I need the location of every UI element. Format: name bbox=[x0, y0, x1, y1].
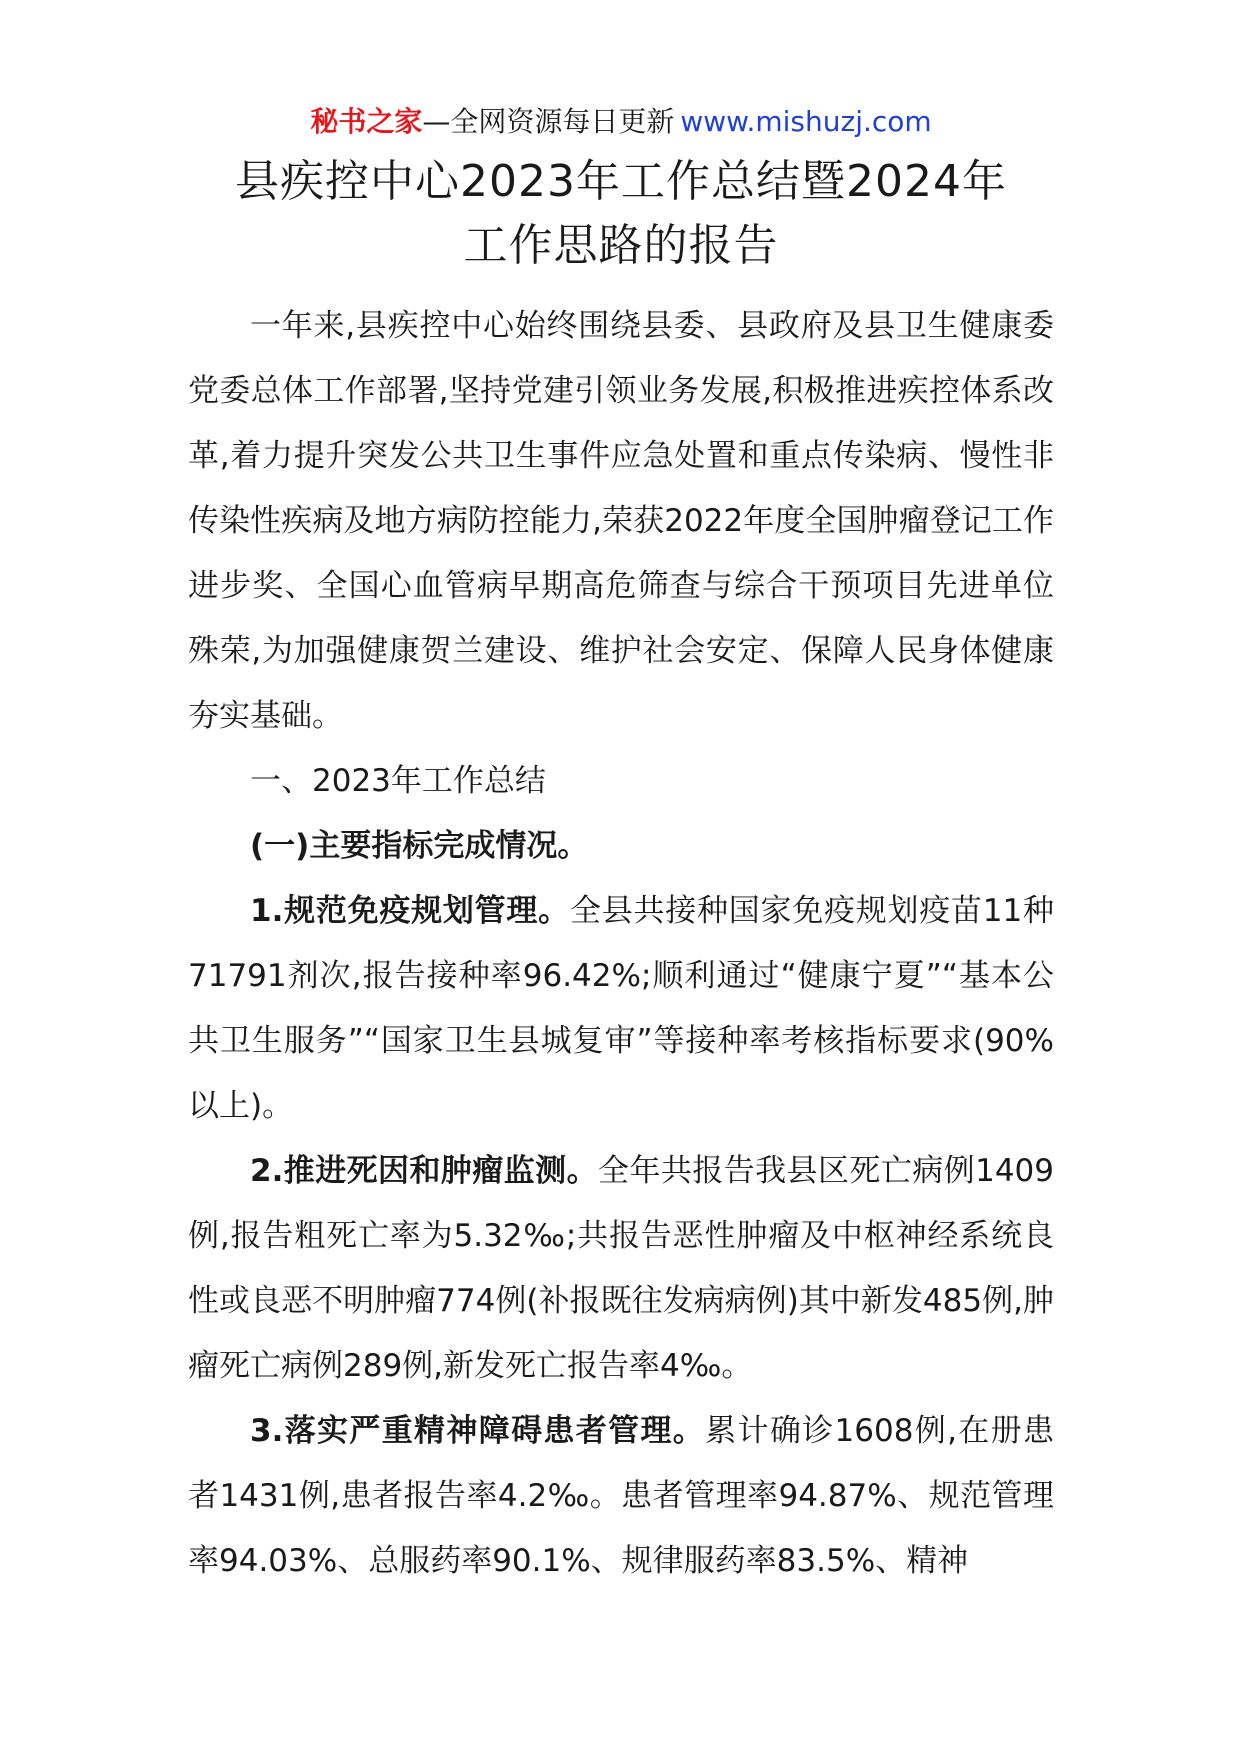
document-title-line-2: 工作思路的报告 bbox=[463, 220, 779, 271]
item-lead: 2.推进死因和肿瘤监测。 bbox=[250, 1153, 599, 1189]
site-header bbox=[188, 102, 1054, 142]
item-lead: 1.规范免疫规划管理。 bbox=[250, 893, 570, 929]
item-lead: 3.落实严重精神障碍患者管理。 bbox=[250, 1413, 706, 1449]
site-url-link[interactable]: www.mishuzj.com bbox=[680, 105, 932, 138]
site-tagline: —全网资源每日更新 bbox=[422, 105, 675, 138]
document-title-line-1: 县疾控中心2023年工作总结暨2024年 bbox=[235, 156, 1007, 207]
document-page bbox=[188, 96, 1054, 1594]
document-title bbox=[188, 150, 1054, 278]
brand-name: 秘书之家 bbox=[310, 105, 423, 138]
intro-paragraph: 一年来,县疾控中心始终围绕县委、县政府及县卫生健康委党委总体工作部署,坚持党建引领业务发展,积极推进疾控体系改革,着力提升突发公共卫生事件应急处置和重点传染病、慢性非传染性疾病及地方病防控能力,荣获2022年度全国肿瘤登记工作进步奖、全国心血管病早期高危筛查与综合干预项目先进单位殊荣,为加强健康贺兰建设、维护社会安定、保障人民身体健康夯实基础。 bbox=[188, 308, 1054, 734]
item-paragraph bbox=[188, 1139, 1054, 1399]
item-text: 全年共报告我县区死亡病例1409例,报告粗死亡率为5.32‰;共报告恶性肿瘤及中枢神经系统良性或良恶不明肿瘤774例(补报既往发病病例)其中新发485例,肿瘤死亡病例289例,新发死亡报告率4‰。 bbox=[188, 1153, 1054, 1384]
item-text: 全县共接种国家免疫规划疫苗11种71791剂次,报告接种率96.42%;顺利通过“健康宁夏”“基本公共卫生服务”“国家卫生县城复审”等接种率考核指标要求(90%以上)。 bbox=[188, 893, 1054, 1124]
item-paragraph bbox=[188, 879, 1054, 1139]
section-heading: 一、2023年工作总结 bbox=[250, 763, 546, 799]
item-text: 累计确诊1608例,在册患者1431例,患者报告率4.2‰。患者管理率94.87%、规范管理率94.03%、总服药率90.1%、规律服药率83.5%、精神 bbox=[188, 1413, 1054, 1579]
subsection-heading: (一)主要指标完成情况。 bbox=[250, 828, 589, 864]
item-paragraph bbox=[188, 1399, 1054, 1594]
